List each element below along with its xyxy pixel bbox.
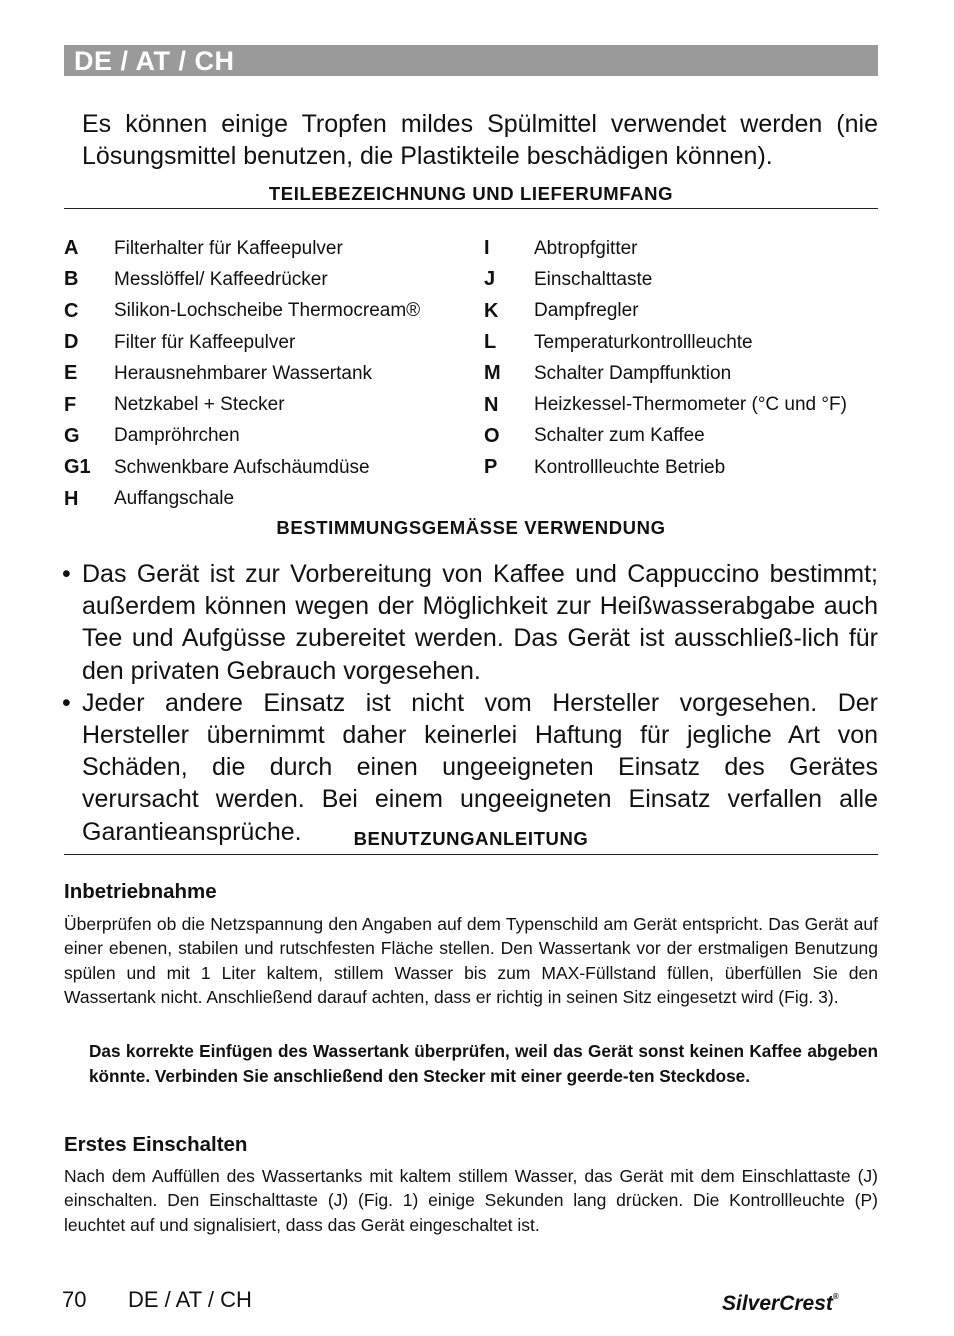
parts-letter: O <box>484 424 500 447</box>
parts-label: Herausnehmbarer Wassertank <box>114 362 373 384</box>
parts-label: Dampröhrchen <box>114 425 240 447</box>
parts-list-item <box>484 327 847 358</box>
footer-region: DE / AT / CH <box>128 1287 252 1312</box>
parts-letter: D <box>64 331 79 354</box>
parts-list-item <box>484 421 847 452</box>
subheading-inbetriebnahme: Inbetriebnahme <box>64 880 217 903</box>
parts-list-item <box>484 389 847 420</box>
brand-logo <box>722 1292 839 1316</box>
parts-list-item <box>484 296 847 327</box>
bullet-dot: • <box>62 560 71 588</box>
parts-label: Messlöffel/ Kaffeedrücker <box>114 268 328 290</box>
parts-letter: P <box>484 456 498 479</box>
usage-bullet-text: Jeder andere Einsatz ist nicht vom Hersteller vorgesehen. Der Hersteller übernimmt daher keinerlei Haftung für jegliche Art von Schäden, die durch einen ungeeigneten Einsatz des Gerätes verursacht werden. Bei einem ungeeigneten Einsatz verfallen alle Garantieansprüche. <box>82 688 878 846</box>
parts-list-item <box>64 389 420 420</box>
parts-list-item <box>64 483 420 514</box>
parts-list-item <box>64 327 420 358</box>
parts-section-rule <box>64 208 878 209</box>
parts-section-title: TEILEBEZEICHNUNG UND LIEFERUMFANG <box>268 183 674 204</box>
note-wassertank: Das korrekte Einfügen des Wassertank überprüfen, weil das Gerät sonst keinen Kaffee abgeben könnte. Verbinden Sie anschließend den Stecker mit einer geerde-ten Steckdose. <box>89 1041 878 1086</box>
parts-letter: E <box>64 362 78 385</box>
parts-letter: M <box>484 362 501 385</box>
header-bar <box>64 45 878 76</box>
usage-bullet-2 <box>62 687 878 848</box>
parts-letter: G <box>64 424 80 447</box>
parts-list-item <box>64 296 420 327</box>
parts-label: Einschalttaste <box>534 268 653 290</box>
parts-label: Auffangschale <box>114 488 235 510</box>
parts-list-item <box>64 358 420 389</box>
usage-section-title: BESTIMMUNGSGEMÄSSE VERWENDUNG <box>276 517 666 538</box>
header-title: DE / AT / CH <box>74 46 235 76</box>
instructions-section-rule <box>64 854 878 855</box>
usage-bullet-1 <box>62 558 878 687</box>
parts-letter: N <box>484 393 499 416</box>
intro-paragraph: Es können einige Tropfen mildes Spülmittel verwendet werden (nie Lösungsmittel benutzen, die Plastikteile beschädigen können). <box>82 110 878 170</box>
parts-letter: G1 <box>64 456 91 479</box>
usage-bullets <box>62 558 878 848</box>
paragraph-inbetriebnahme: Überprüfen ob die Netzspannung den Angaben auf dem Typenschild am Gerät entspricht. Das Gerät auf einer ebenen, stabilen und rutschfesten Fläche stellen. Den Wassertank vor der erstmaligen Benutzung spülen und mit 1 Liter kaltem, stillem Wasser bis zum MAX-Füllstand füllen, überfüllen Sie den Wassertank nicht. Anschließend darauf achten, dass er richtig in seinen Sitz eingesetzt wird (Fig. 3). <box>64 914 878 1007</box>
logo-text: SilverCrest <box>722 1292 833 1315</box>
parts-list-item <box>484 233 847 264</box>
parts-letter: I <box>484 237 490 260</box>
parts-list-item <box>64 421 420 452</box>
parts-letter: C <box>64 299 79 322</box>
instructions-section-title: BENUTZUNGANLEITUNG <box>353 828 589 849</box>
parts-label: Temperaturkontrollleuchte <box>534 331 753 353</box>
subheading-erstes-einschalten: Erstes Einschalten <box>64 1133 248 1156</box>
parts-letter: H <box>64 487 79 510</box>
parts-letter: L <box>484 331 497 354</box>
parts-list-item <box>64 452 420 483</box>
parts-list-left <box>64 233 420 515</box>
logo-registered-mark: ® <box>832 1292 839 1301</box>
parts-label: Kontrollleuchte Betrieb <box>534 456 726 478</box>
parts-label: Filterhalter für Kaffeepulver <box>114 237 343 259</box>
parts-label: Heizkessel-Thermometer (°C und °F) <box>534 394 847 416</box>
parts-letter: F <box>64 393 77 416</box>
parts-list-item <box>484 264 847 295</box>
parts-list-item <box>64 233 420 264</box>
parts-list-right <box>484 233 847 483</box>
bullet-dot: • <box>62 688 71 717</box>
usage-bullet-text: Das Gerät ist zur Vorbereitung von Kaffee und Cappuccino bestimmt; außerdem können wegen der Möglichkeit zur Heißwasserabgabe auch Tee und Aufgüsse zubereitet werden. Das Gerät ist ausschließ-lich für den privaten Gebrauch vorgesehen. <box>82 560 878 685</box>
parts-label: Schalter zum Kaffee <box>534 425 705 447</box>
parts-letter: A <box>64 237 79 260</box>
parts-letter: B <box>64 268 79 291</box>
parts-list-item <box>64 264 420 295</box>
parts-letter: K <box>484 299 499 322</box>
parts-label: Abtropfgitter <box>534 237 638 259</box>
parts-letter: J <box>484 268 496 291</box>
parts-label: Silikon-Lochscheibe Thermocream® <box>114 300 421 322</box>
parts-label: Netzkabel + Stecker <box>114 394 285 416</box>
parts-label: Filter für Kaffeepulver <box>114 331 296 353</box>
page-number: 70 <box>62 1287 87 1312</box>
parts-list-item <box>484 358 847 389</box>
parts-list-item <box>484 452 847 483</box>
parts-label: Schalter Dampffunktion <box>534 362 732 384</box>
parts-label: Dampfregler <box>534 300 639 322</box>
paragraph-erstes-einschalten: Nach dem Auffüllen des Wassertanks mit kaltem stillem Wasser, das Gerät mit dem Einschlattaste (J) einschalten. Den Einschalttaste (J) (Fig. 1) einige Sekunden lang drücken. Die Kontrollleuchte (P) leuchtet auf und signalisiert, dass das Gerät eingeschaltet ist. <box>64 1166 878 1235</box>
parts-label: Schwenkbare Aufschäumdüse <box>114 456 370 478</box>
